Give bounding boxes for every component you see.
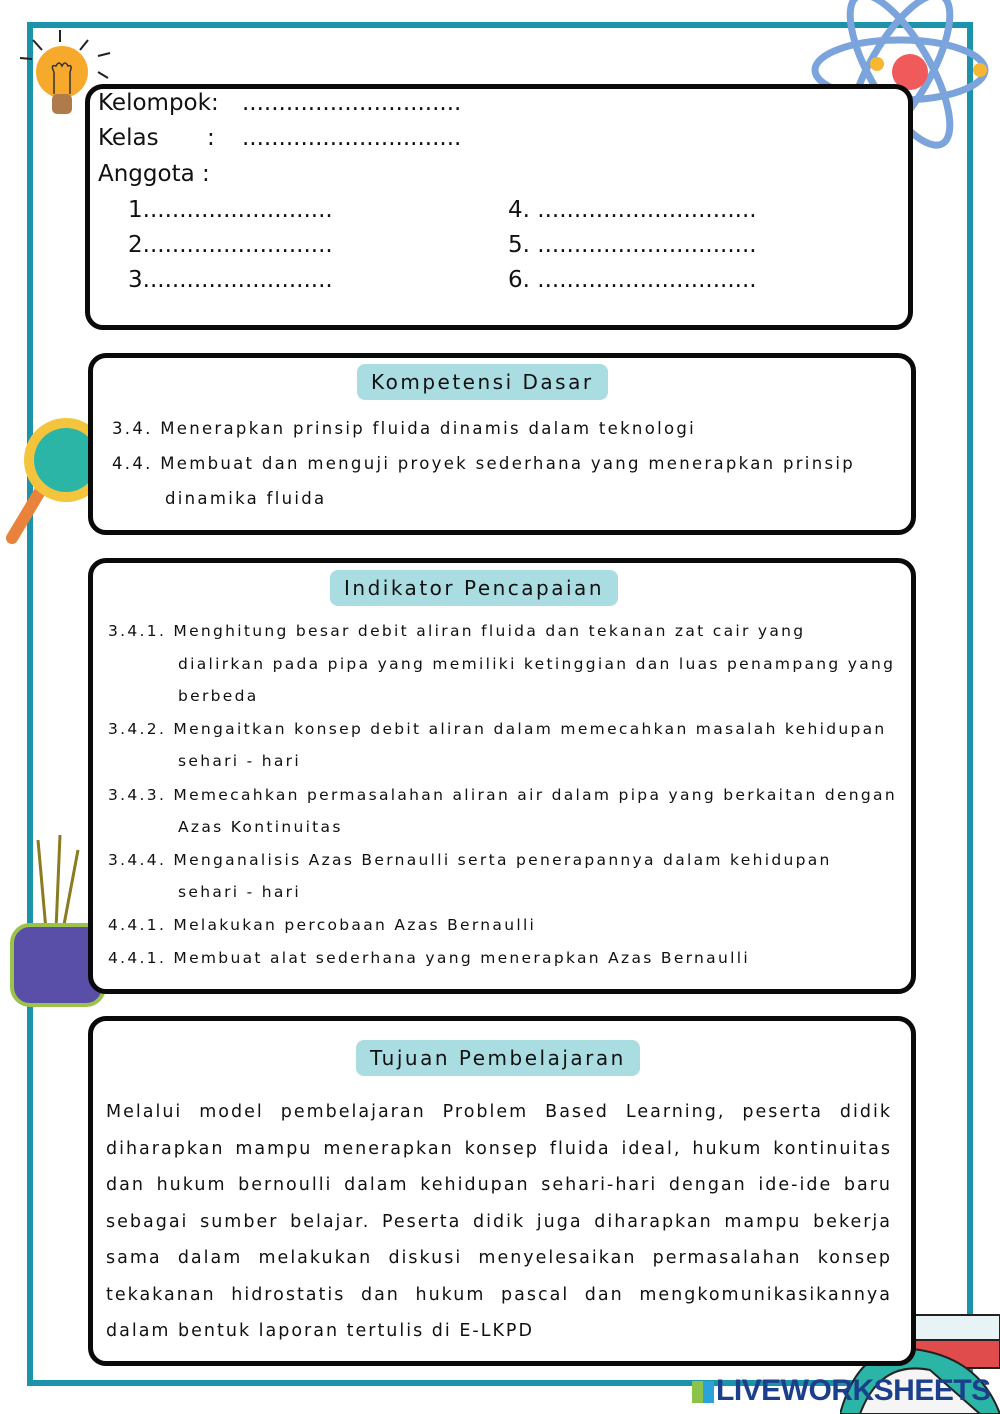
tujuan-title: Tujuan Pembelajaran xyxy=(356,1040,640,1076)
member-field[interactable]: .............................. xyxy=(537,267,757,293)
member-3[interactable] xyxy=(128,267,333,293)
indikator-line: 3.4.2. Mengaitkan konsep debit aliran dalam memecahkan masalah kehidupan xyxy=(108,720,887,738)
member-1[interactable] xyxy=(128,197,333,223)
member-number: 1. xyxy=(128,197,150,223)
member-2[interactable] xyxy=(128,232,333,258)
member-field[interactable]: ......................... xyxy=(149,267,333,293)
member-field[interactable]: ......................... xyxy=(149,232,333,258)
live-badge-icon xyxy=(692,1381,714,1403)
indikator-line: 4.4.1. Melakukan percobaan Azas Bernaulli xyxy=(108,916,537,934)
kompetensi-item: dinamika fluida xyxy=(165,489,327,508)
indikator-line: sehari - hari xyxy=(178,883,301,901)
kelas-label: Kelas xyxy=(98,125,159,151)
kelompok-field[interactable]: .............................. xyxy=(242,90,462,116)
anggota-label: Anggota : xyxy=(98,161,210,187)
kelas-colon: : xyxy=(207,125,215,151)
member-number: 2. xyxy=(128,232,150,258)
member-field[interactable]: .............................. xyxy=(537,232,757,258)
member-5[interactable] xyxy=(508,232,757,258)
indikator-line: 4.4.1. Membuat alat sederhana yang menerapkan Azas Bernaulli xyxy=(108,949,750,967)
member-number: 5. xyxy=(508,232,530,258)
indikator-line: 3.4.1. Menghitung besar debit aliran fluida dan tekanan zat cair yang xyxy=(108,622,806,640)
kompetensi-title: Kompetensi Dasar xyxy=(357,364,608,400)
kompetensi-item: 4.4. Membuat dan menguji proyek sederhana yang menerapkan prinsip xyxy=(112,454,855,473)
indikator-line: 3.4.4. Menganalisis Azas Bernaulli serta penerapannya dalam kehidupan xyxy=(108,851,832,869)
member-field[interactable]: ......................... xyxy=(149,197,333,223)
indikator-line: dialirkan pada pipa yang memiliki ketinggian dan luas penampang yang xyxy=(178,655,896,673)
member-number: 6. xyxy=(508,267,530,293)
kompetensi-item: 3.4. Menerapkan prinsip fluida dinamis dalam teknologi xyxy=(112,419,697,438)
logo-text: LIVEWORKSHEETS xyxy=(716,1374,991,1407)
liveworksheets-logo xyxy=(692,1374,991,1408)
kelas-field[interactable]: .............................. xyxy=(242,125,462,151)
indikator-line: Azas Kontinuitas xyxy=(178,818,343,836)
indikator-line: 3.4.3. Memecahkan permasalahan aliran air dalam pipa yang berkaitan dengan xyxy=(108,786,897,804)
indikator-line: berbeda xyxy=(178,687,259,705)
indikator-line: sehari - hari xyxy=(178,752,301,770)
member-6[interactable] xyxy=(508,267,757,293)
member-number: 4. xyxy=(508,197,530,223)
member-4[interactable] xyxy=(508,197,757,223)
indikator-title: Indikator Pencapaian xyxy=(330,570,618,606)
member-number: 3. xyxy=(128,267,150,293)
member-field[interactable]: .............................. xyxy=(537,197,757,223)
tujuan-paragraph: Melalui model pembelajaran Problem Based Learning, peserta didik diharapkan mampu menerapkan konsep fluida ideal, hukum kontinuitas dan hukum bernoulli dalam kehidupan sehari-hari dengan ide-ide baru sebagai sumber belajar. Peserta didik juga diharapkan mampu bekerja sama dalam melakukan diskusi menyelesaikan permasalahan konsep tekakanan hidrostatis dan hukum pascal dan mengkomunikasikannya dalam bentuk laporan tertulis di E-LKPD xyxy=(106,1102,892,1341)
kelompok-label: Kelompok: xyxy=(98,90,219,116)
